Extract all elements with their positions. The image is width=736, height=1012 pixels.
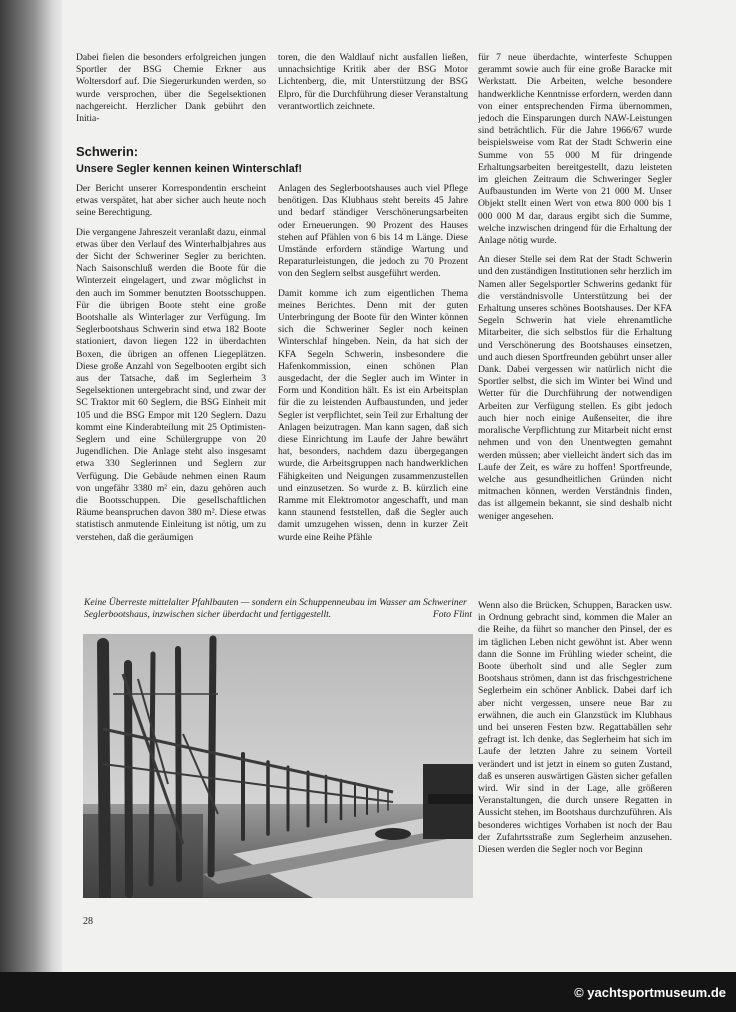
paragraph: für 7 neue überdachte, winterfeste Schuppen gerammt sowie auch für eine große Baracke mit Werkstatt. Die Arbeiten, welche besondere handwerkliche Kenntnisse erfordern, werden dann von einer entsprechenden Firma übernommen, jedoch die Einsparungen durch NAW-Leistungen sind beträchtlich. Für die Jahre 1966/67 wurde beispielsweise vom Rat der Stadt Schwerin eine Summe von 55 000 M für dringende Erhaltungsarbeiten bereitgestellt, dazu leisteten im gleichen Zeitraum die Schweringer Segler Aufbaustunden im Werte von 21 000 M. Unser Objekt stellt einen Wert von etwa 800 000 bis 1 000 000 M dar, daraus ergibt sich die Summe, welche inzwischen dringend für die Erhaltung der Anlage nötig wurde. — [478, 52, 672, 247]
paragraph: An dieser Stelle sei dem Rat der Stadt Schwerin und den zuständigen Institutionen sehr herzlich im Namen aller Segelsportler Schwerins gedankt für die verständnisvolle Unterstützung bei der Erhaltung unseres schönes Bootshauses. Der KFA Segeln Schwerin hat viele ehrenamtliche Mitarbeiter, die sich selbstlos für die Erhaltung und Verschönerung des Bootshauses einsetzen, und auch diesen Sportfreunden gebührt unser aller Dank. Dabei vergessen wir natürlich nicht die Sportler selbst, die sich im Winter bei Wind und Wetter für die Durchführung der notwendigen Arbeiten zur Verfügung stellen. Es gibt jedoch auch hier noch einige Außenseiter, die ihre moralische Verpflichtung zur Mitarbeit nicht ernst nehmen und von den Unentwegten gemahnt werden müssen; aber vielleicht ändert sich das im Laufe der Zeit, es wäre zu hoffen! Sportfreunde, welche aus gesundheitlichen Gründen nicht mitmachen können, werden Verständnis finden, das ist allgemein bekannt, sie sind deshalb nicht weniger angesehen. — [478, 254, 672, 522]
section-title: Schwerin: — [76, 144, 139, 159]
footer-band — [0, 972, 736, 1012]
intro-column-2 — [278, 52, 468, 132]
photograph-pile-construction — [83, 634, 473, 898]
paragraph: Dabei fielen die besonders erfolgreichen jungen Sportler der BSG Chemie Erkner aus Woltersdorf auf. Die Siegerurkunden werden, so wurde versprochen, über die Segelsektionen nachgereicht. Herzlicher Dank gebührt den Initia- — [76, 52, 266, 125]
photo-caption — [84, 597, 472, 620]
paragraph: Die vergangene Jahreszeit veranlaßt dazu, einmal etwas über den Verlauf des Winterhalbjahres aus der Sicht der Schweriner Segler zu berichten. Nach Saisonschluß werden die Boote für die Winterzeit eingelagert, und zwar möglichst in den auch im Sommer benutzten Bootsschuppen. Für die übrigen Boote steht eine große Bootshalle als Winterlager zur Verfügung. Im Seglerbootshaus Schwerin sind etwa 182 Boote stationiert, davon liegen 122 in überdachten Boxen, die übrigen an offenen Liegeplätzen. Diese große Anzahl von Segelbooten ergibt sich aus der Tatsache, daß im Seglerheim 3 Segelsektionen untergebracht sind, und zwar der SC Traktor mit 60 Seglern, die BSG Einheit mit 105 und die BSG Empor mit 120 Seglern. Dazu kommt eine Kinderabteilung mit 25 Optimisten-Seglern und eine Schülergruppe von 20 Jugendlichen. Die Anlage steht also insgesamt etwa 330 Seglerinnen und Seglern zur Verfügung. Die Gebäude nehmen einen Raum von ungefähr 3380 m² ein, dazu gehören auch die Bootsschuppen. Die gesellschaftlichen Räume beanspruchen davon 380 m². Diese etwas statistisch anmutende Einleitung ist nötig, um zu verstehen, daß die geräumigen — [76, 226, 266, 543]
article-column-2 — [278, 183, 468, 593]
paragraph: Der Bericht unserer Korrespondentin erscheint etwas verspätet, hat aber sicher auch heute noch seine Berechtigung. — [76, 183, 266, 219]
watermark: © yachtsportmuseum.de — [574, 985, 726, 1000]
paragraph: toren, die den Waldlauf nicht ausfallen ließen, unnachsichtige Kritik aber der BSG Motor Lichtenberg, die, mit Unterstützung der BSG Elpro, für die Durchführung dieser Veranstaltung verantwortlich zeichnete. — [278, 52, 468, 112]
paragraph: Wenn also die Brücken, Schuppen, Baracken usw. in Ordnung gebracht sind, kommen die Maler an die Reihe, da führt so mancher den Pinsel, der es im täglichen Leben nicht gewöhnt ist. Aber wenn dann die Sonne im Frühling wieder scheint, die Boote überholt sind und alle Segler zum Bootshaus strömen, dann ist das frischgestrichene Seglerheim ein schöner Anblick. Dabei darf ich aber nicht vergessen, unsere neue Bar zu erwähnen, die auch ein Glanzstück im Klubhaus und bei unseren Festen bzw. Regattabällen sehr gefragt ist. Ich denke, das Seglerheim hat sich im Laufe der letzten Jahre zu seinem Vorteil verändert und ist jetzt in einem so guten Zustand, daß es unseren auswärtigen Gästen sicher gefallen wird. Wir sind in der Lage, alle größeren Veranstaltungen, die durch unsere Regatten in Aussicht stehen, im Bootshaus durchzuführen. Als besonderes wichtiges Vorhaben ist noch der Bau der Zufahrtsstraße zum Seglerheim anzusehen. Diesen werden die Segler noch vor Beginn — [478, 600, 672, 856]
article-headline: Unsere Segler kennen keinen Winterschlaf! — [76, 163, 303, 175]
book-spine — [0, 0, 62, 972]
caption-text: Keine Überreste mittelalter Pfahlbauten — sondern ein Schuppenneubau im Wasser am Schweriner Seglerbootshaus, inzwischen sicher überdacht und fertiggestellt. — [84, 597, 467, 620]
photo-credit: Foto Flint — [432, 608, 472, 620]
article-column-1 — [76, 183, 266, 593]
article-column-3-continued — [478, 600, 672, 930]
intro-column-1 — [76, 52, 266, 132]
page-number: 28 — [83, 916, 93, 927]
article-column-3 — [478, 52, 672, 600]
paragraph: Damit komme ich zum eigentlichen Thema meines Berichtes. Denn mit der guten Unterbringung der Boote für den Winter können sich die Schweriner Segler noch keinen Winterschlaf hingeben. Nein, da hat sich der KFA Segeln Schwerin, insbesondere die Hafenkommission, einen schönen Plan ausgedacht, der die Segler auch im Winter in Form und Kondition hält. Es ist ein Arbeitsplan für die zu leistenden Aufbaustunden, und jeder Segler ist verpflichtet, sein Teil zur Erhaltung der Anlagen beizutragen. Man kann sagen, daß sich diese Einrichtung im Laufe der Jahre bewährt hat, besonders, nachdem dazu übergegangen wurde, die Arbeitsgruppen nach handwerklichen Fähigkeiten und Neigungen zusammenzustellen und einzusetzen. So wurde z. B. kürzlich eine Ramme mit Elektromotor angeschafft, und man kann staunend feststellen, daß die Segler auch damit umzugehen wissen, denn in kurzer Zeit wurde eine Reihe Pfähle — [278, 287, 468, 543]
paragraph: Anlagen des Seglerbootshauses auch viel Pflege benötigen. Das Klubhaus steht bereits 45 Jahre und bedarf ständiger Verschönerungsarbeiten oder Erneuerungen. 90 Prozent des Hauses stehen auf Pfählen von 6 bis 14 m Länge. Diese Umstände erfordern ständige Wartung und Reparaturleistungen, die jedoch zu 70 Prozent von den Seglern selbst ausgeführt werden. — [278, 183, 468, 280]
